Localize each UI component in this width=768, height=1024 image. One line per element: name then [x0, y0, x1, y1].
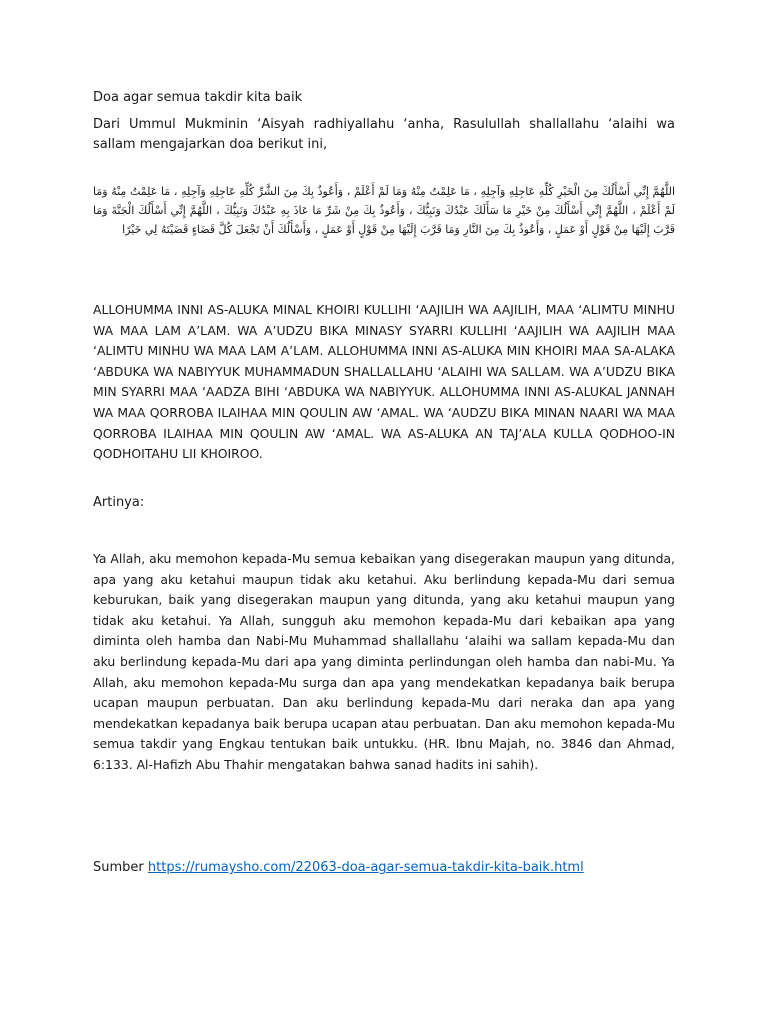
source-link[interactable]: https://rumaysho.com/22063-doa-agar-semua-takdir-kita-baik.html: [147, 860, 584, 875]
translation-paragraph: Ya Allah, aku memohon kepada-Mu semua kebaikan yang disegerakan maupun yang ditunda, apa yang aku ketahui maupun tidak aku ketahui. Aku berlindung kepada-Mu dari semua keburukan, baik yang disegerakan maupun yang ditunda, yang aku ketahui maupun yang tidak aku ketahui. Ya Allah, sungguh aku memohon kepada-Mu dari kebaikan apa yang diminta oleh hamba dan Nabi-Mu Muhammad shallallahu ‘alaihi wa sallam kepada-Mu dan aku berlindung kepada-Mu dari apa yang diminta perlindungan oleh hamba dan nabi-Mu. Ya Allah, aku memohon kepada-Mu surga dan apa yang mendekatkan kepadanya baik berupa ucapan maupun perbuatan. Dan aku berlindung kepada-Mu dari neraka dan apa yang mendekatkan kepadanya baik berupa ucapan atau perbuatan. Dan aku memohon kepada-Mu semua takdir yang Engkau tentukan baik untukku. (HR. Ibnu Majah, no. 3846 dan Ahmad, 6:133. Al-Hafizh Abu Thahir mengatakan bahwa sanad hadits ini sahih).: [93, 551, 676, 772]
document-title: Doa agar semua takdir kita baik: [93, 90, 303, 105]
meaning-heading: Artinya:: [93, 495, 145, 510]
latin-transliteration: ALLOHUMMA INNI AS-ALUKA MINAL KHOIRI KULLIHI ‘AAJILIH WA AAJILIH, MAA ‘ALIMTU MINHU WA MAA LAM A’LAM. WA A’UDZU BIKA MINASY SYARRI KULLIHI ‘AAJILIH WA AAJILIH MAA ‘ALIMTU MINHU WA MAA LAM A’LAM. ALLOHUMMA INNI AS-ALUKA MIN KHOIRI MAA SA-ALAKA ‘ABDUKA WA NABIYYUK MUHAMMADUN SHALLALLAHU ‘ALAIHI WA SALLAM. WA A’UDZU BIKA MIN SYARRI MAA ‘AADZA BIHI ‘ABDUKA WA NABIYYUK. ALLOHUMMA INNI AS-ALUKAL JANNAH WA MAA QORROBA ILAIHAA MIN QOULIN AW ‘AMAL. WA ‘AUDZU BIKA MINAN NAARI WA MAA QORROBA ILAIHAA MIN QOULIN AW ‘AMAL. WA AS-ALUKA AN TAJ’ALA KULLA QODHOO-IN QODHOITAHU LII KHOIROO.: [93, 302, 675, 462]
arabic-prayer-text: اللَّهُمَّ إِنِّي أَسْأَلُكَ مِنَ الْخَيْرِ كُلِّهِ عَاجِلِهِ وَآجِلِهِ ، مَا عَلِمْتُ مِنْهُ وَمَا لَمْ أَعْلَمْ ، وَأَعُوذُ بِكَ مِنَ الشَّرِّ كُلِّهِ عَاجِلِهِ وَآجِلِهِ ، مَا عَلِمْتُ مِنْهُ وَمَا لَمْ أَعْلَمْ ، اللَّهُمَّ إِنِّي أَسْأَلُكَ مِنْ خَيْرِ مَا سَأَلَكَ عَبْدُكَ وَنَبِيُّكَ ، وَأَعُوذُ بِكَ مِنْ شَرِّ مَا عَاذَ بِهِ عَبْدُكَ وَنَبِيُّكَ ، اللَّهُمَّ إِنِّي أَسْأَلُكَ الْجَنَّةَ وَمَا قَرَّبَ إِلَيْهَا مِنْ قَوْلٍ أَوْ عَمَلٍ ، وَأَعُوذُ بِكَ مِنَ النَّارِ وَمَا قَرَّبَ إِلَيْهَا مِنْ قَوْلٍ أَوْ عَمَلٍ ، وَأَسْأَلُكَ أَنْ تَجْعَلَ كُلَّ قَضَاءٍ قَضَيْتَهُ لِي خَيْرًا: [93, 185, 675, 236]
intro-paragraph: Dari Ummul Mukminin ‘Aisyah radhiyallahu ‘anha, Rasulullah shallallahu ‘alaihi wa sallam mengajarkan doa berikut ini,: [93, 117, 675, 152]
source-label: Sumber: [93, 860, 144, 875]
source-line: [93, 858, 675, 877]
